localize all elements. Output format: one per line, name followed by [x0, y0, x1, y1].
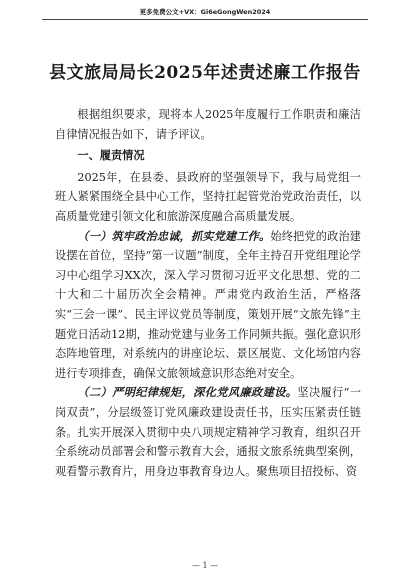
item-text: 始终把党的政治建设摆在首位，坚持“第一议题”制度，全年主持召开党组理论学习中心组学习XX次，深入学习贯彻习近平文化思想、党的二十大和二十届历次全会精神。严肃党内政治生活，严格落实“三会一课”、民主评议党员等制度，策划开展“文旅先锋”主题党日活动12期，推动党建与业务工作同频共振。强化意识形态阵地管理，对系统内的讲座论坛、景区展览、文化场馆内容进行专项排查，确保文旅领域意识形态绝对安全。 [55, 229, 361, 380]
intro-paragraph: 根据组织要求，现将本人2025年度履行工作职责和廉洁自律情况报告如下，请予评议。 [55, 108, 361, 141]
item-heading: （二）严明纪律规矩，深化党风廉政建设。 [77, 385, 298, 400]
page-number: — 1 — [191, 561, 219, 570]
section-heading: 一、履责情况 [77, 149, 145, 163]
header-note: 更多免费公文+VX：Gi6eGongWen2024 [139, 8, 271, 16]
document-body [55, 105, 361, 481]
item-heading: （一）筑牢政治忠诚，抓实党建工作。 [77, 228, 271, 243]
section-paragraph: 2025年，在县委、县政府的坚强领导下，我与局党组一班人紧紧围绕全县中心工作，坚持扛起管党治党政治责任，以高质量党建引领文化和旅游深度融合高质量发展。 [55, 170, 361, 223]
item-paragraph [55, 227, 361, 384]
item-paragraph [55, 383, 361, 481]
item-text: 坚决履行“一岗双责”，分层级签订党风廉政建设责任书，压实压紧责任链条。扎实开展深入贯彻中央八项规定精神学习教育，组织召开全系统动员部署会和警示教育大会，通报文旅系统典型案例，观看警示教育片，用身边事教育身边人。聚焦项目招投标、资 [55, 386, 361, 478]
document-title: 县文旅局局长2025年述责述廉工作报告 [49, 63, 361, 83]
header-divider [42, 19, 368, 20]
